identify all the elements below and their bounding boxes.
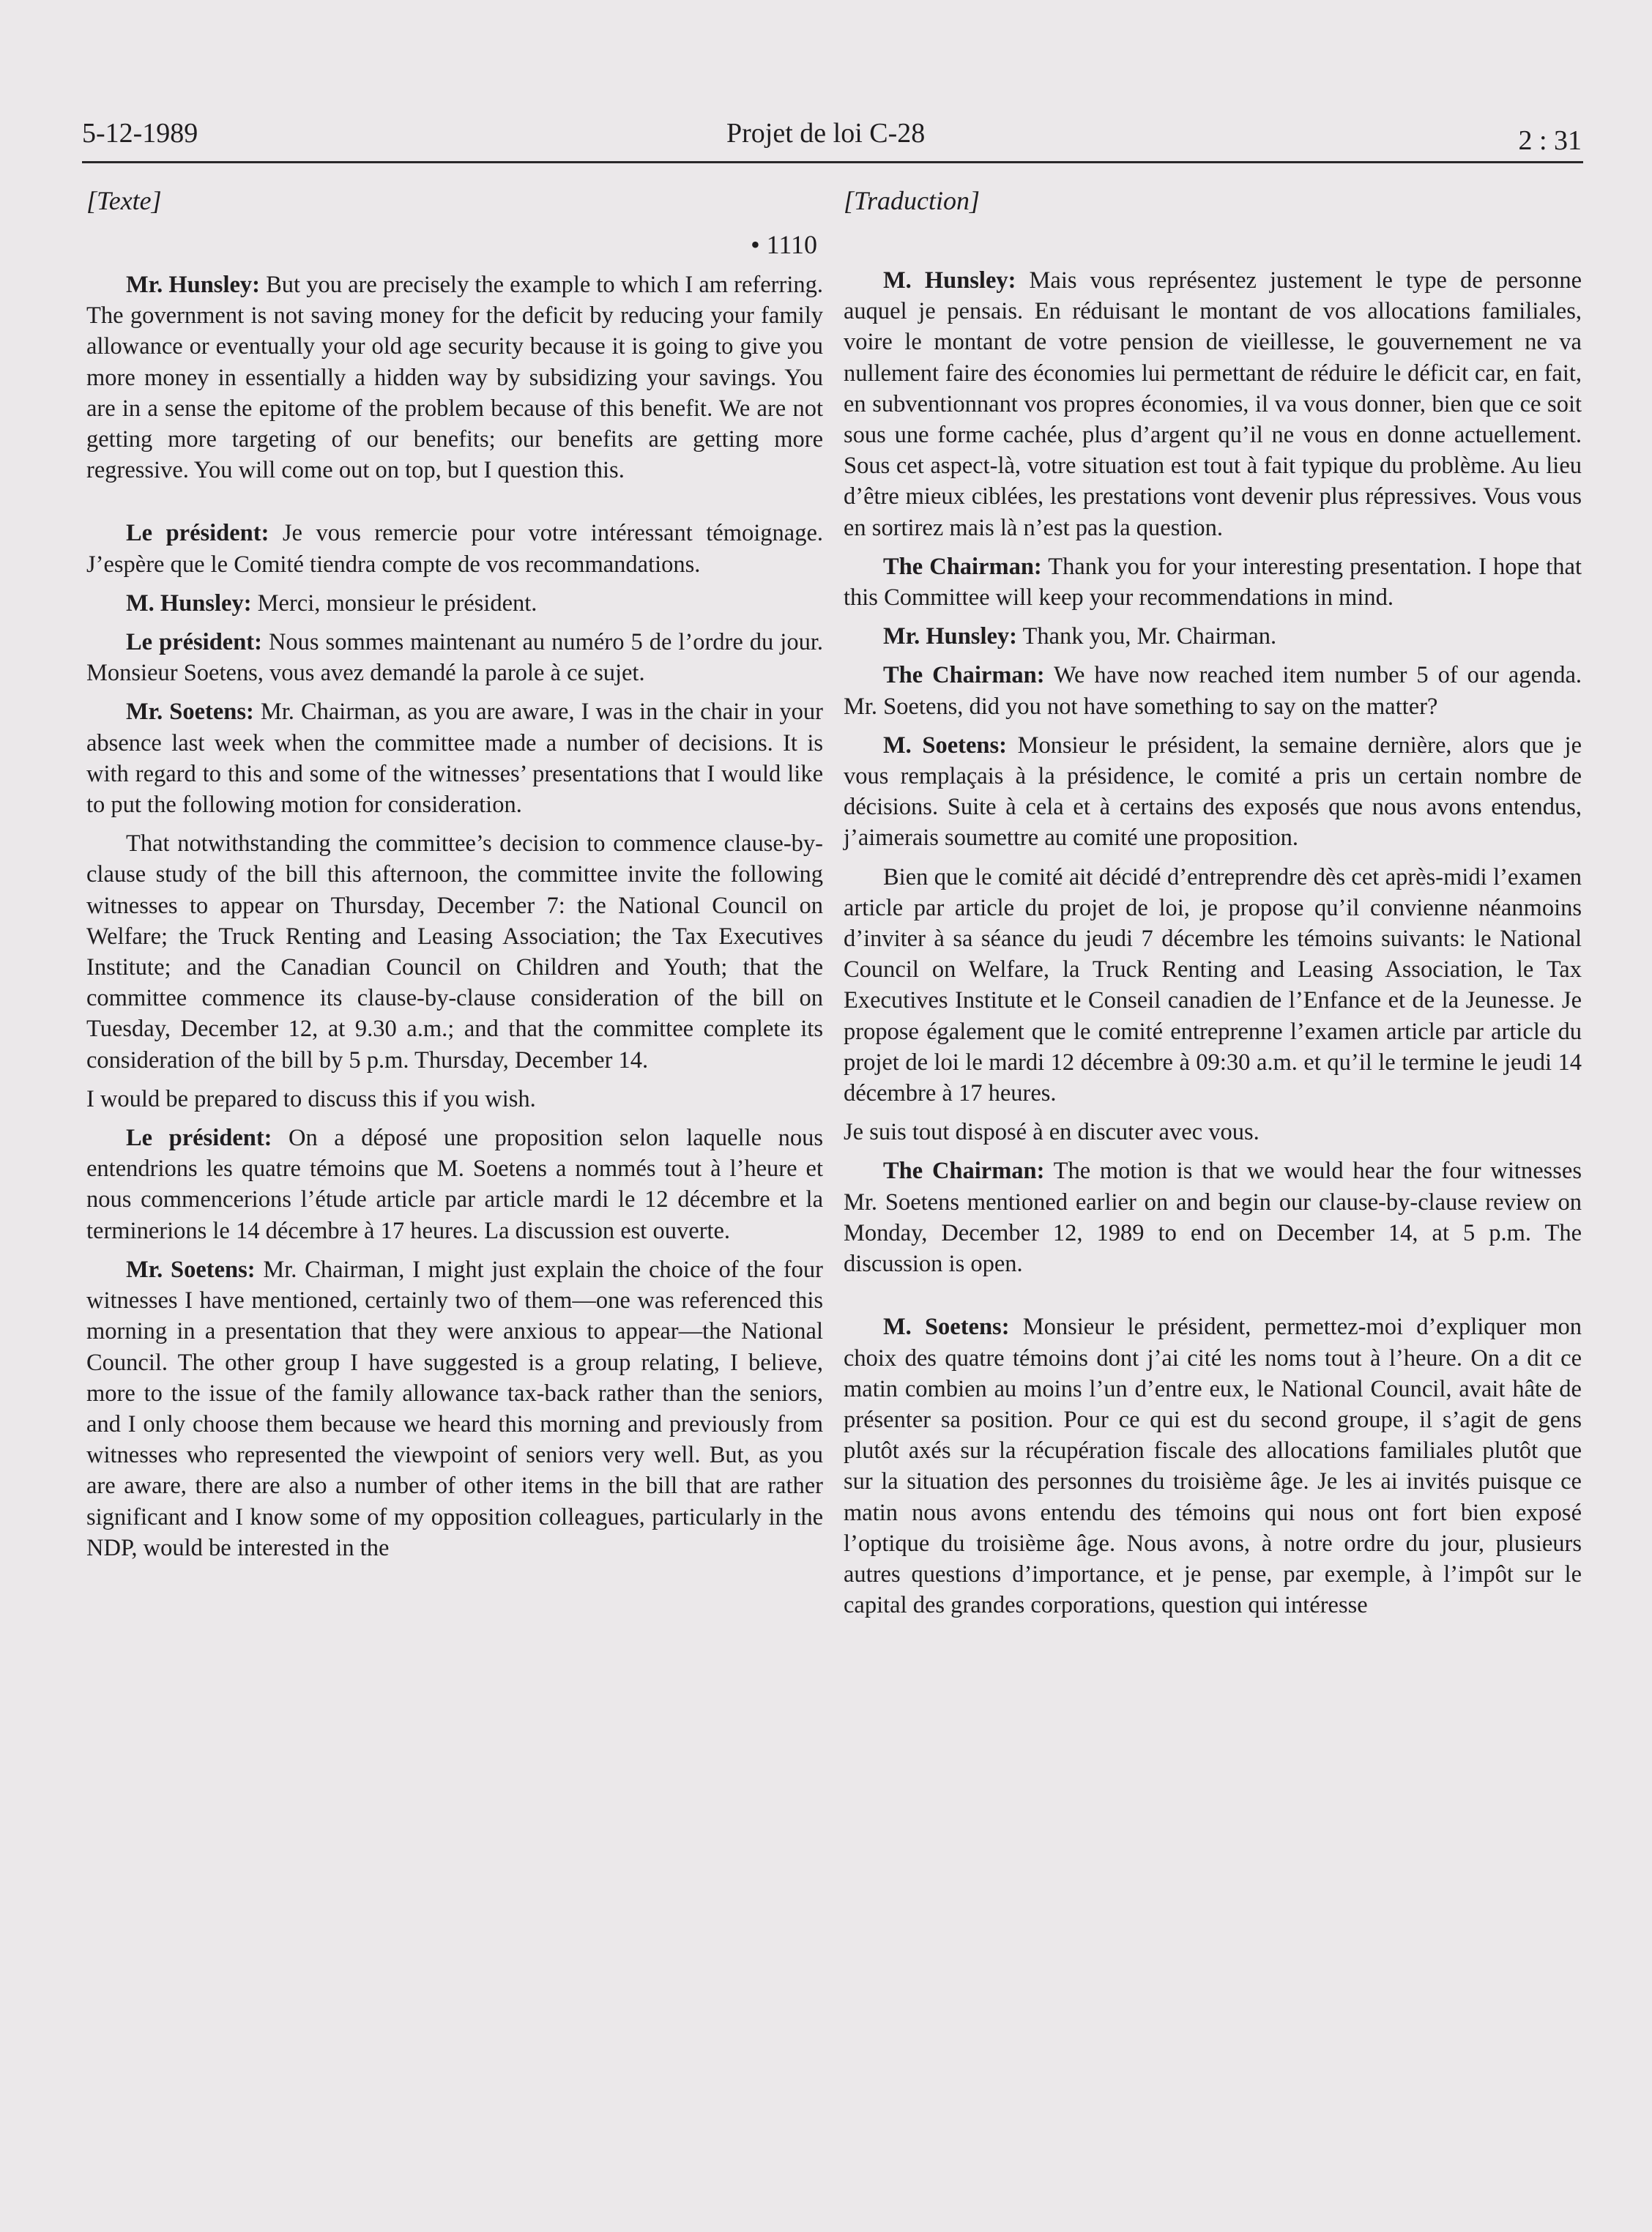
left-column: [86, 183, 823, 1563]
speaker-name: Mr. Soetens:: [126, 699, 254, 726]
page-header: [82, 117, 1582, 161]
speaker-name: Mr. Soetens:: [126, 1256, 256, 1283]
speaker-name: M. Hunsley:: [883, 267, 1016, 294]
paragraph-text: I would be prepared to discuss this if you wish.: [86, 1085, 536, 1112]
paragraph: [844, 621, 1582, 652]
paragraph-text: On a déposé une proposition selon laquelle nous entendrions les quatre témoins que M. Soetens a nommés tout à l’heure et nous commencerions l’étude article par article mardi le 12 décembre et la terminerions le 14 décembre à 17 heures. La discussion est ouverte.: [86, 1125, 823, 1244]
header-title: Projet de loi C-28: [726, 118, 926, 149]
speaker-name: Le président:: [126, 1125, 272, 1152]
speaker-name: Mr. Hunsley:: [883, 623, 1017, 650]
paragraph: [844, 730, 1582, 854]
paragraph-text: Je suis tout disposé à en discuter avec vous.: [844, 1119, 1260, 1146]
motion-text: [86, 828, 823, 1076]
paragraph: [844, 1117, 1582, 1147]
paragraph-text: The motion is that we would hear the four witnesses Mr. Soetens mentioned earlier on and begin our clause-by-clause review on Monday, December 12, 1989 to end on December 14, at 5 p.m. The discussion is open.: [844, 1158, 1582, 1278]
paragraph: [86, 588, 823, 619]
speaker-name: M. Hunsley:: [126, 589, 252, 617]
speaker-name: M. Soetens:: [883, 732, 1007, 759]
paragraph: [86, 627, 823, 688]
paragraph: [86, 1254, 823, 1563]
language-label: [Traduction]: [844, 186, 981, 215]
paragraph-text: Mr. Chairman, I might just explain the choice of the four witnesses I have mentioned, certainly two of them—one was referenced this morning in a presentation that they were anxious to appear—the National Council. The other group I have suggested is a group relating, I believe, more to the issue of the family allowance tax-back rather than the seniors, and I only choose them because we heard this morning and previously from witnesses who represented the viewpoint of seniors very well. But, as you are aware, there are also a number of other items in the bill that are rather significant and I know some of my opposition colleagues, particularly in the NDP, would be interested in the: [86, 1256, 824, 1561]
paragraph-text: Thank you for your interesting presentation. I hope that this Committee will keep your recommendations in mind.: [844, 553, 1582, 611]
header-date: 5-12-1989: [82, 118, 198, 149]
paragraph-text: Monsieur le président, la semaine dernière, alors que je vous remplaçais à la présidence, le comité a pris un certain nombre de décisions. Suite à cela et à certains des exposés que nous avons entendus, j’aimerais soumettre au comité une proposition.: [844, 732, 1582, 852]
paragraph: [844, 265, 1582, 543]
paragraph-text: We have now reached item number 5 of our agenda. Mr. Soetens, did you not have something to say on the matter?: [844, 662, 1582, 720]
speaker-name: Mr. Hunsley:: [126, 272, 260, 298]
speaker-name: Le président:: [126, 629, 262, 656]
motion-text: [844, 862, 1582, 1109]
paragraph-text: That notwithstanding the committee’s decision to commence clause-by-clause study of the bill this afternoon, the committee invite the following witnesses to appear on Thursday, December 7: the National Council on Welfare; the Truck Renting and Leasing Association; the Tax Executives Institute; and the Canadian Council on Children and Youth; that the committee commence its clause-by-clause consideration of the bill on Tuesday, December 12, at 9.30 a.m.; and that the committee complete its consideration of the bill by 5 p.m. Thursday, December 14.: [86, 830, 823, 1074]
header-rule: [82, 161, 1583, 163]
paragraph: [86, 696, 823, 820]
paragraph: [86, 518, 823, 579]
paragraph: [86, 1123, 823, 1246]
paragraph: [844, 551, 1582, 613]
right-column: [844, 183, 1582, 1621]
paragraph-text: Je vous remercie pour votre intéressant témoignage. J’espère que le Comité tiendra compte de vos recommandations.: [86, 520, 823, 578]
paragraph: [86, 1084, 823, 1115]
paragraph: [86, 269, 823, 486]
speaker-name: The Chairman:: [883, 662, 1045, 689]
paragraph-text: Nous sommes maintenant au numéro 5 de l’ordre du jour. Monsieur Soetens, vous avez demandé la parole à ce sujet.: [86, 629, 823, 687]
header-page-number: 2 : 31: [1518, 125, 1582, 156]
paragraph: [844, 660, 1582, 721]
paragraph-text: Mr. Chairman, as you are aware, I was in the chair in your absence last week when the committee made a number of decisions. It is with regard to this and some of the witnesses’ presentations that I would like to put the following motion for consideration.: [86, 699, 823, 819]
speaker-name: Le président:: [126, 520, 269, 547]
speaker-name: The Chairman:: [883, 553, 1042, 580]
paragraph: [844, 1312, 1582, 1621]
paragraph-text: Thank you, Mr. Chairman.: [1016, 623, 1277, 650]
paragraph: [844, 1156, 1582, 1279]
paragraph-text: Bien que le comité ait décidé d’entreprendre dès cet après-midi l’examen article par article du projet de loi, je propose qu’il convienne néanmoins d’inviter à sa séance du jeudi 7 décembre les témoins suivants: le National Council on Welfare, la Truck Renting and Leasing Association, le Tax Executives Institute et le Conseil canadien de l’Enfance et de la Jeunesse. Je propose également que le comité entreprenne l’examen article par article du projet de loi le mardi 12 décembre à 09:30 a.m. et qu’il le termine le jeudi 14 décembre à 17 heures.: [844, 863, 1582, 1107]
paragraph-text: Monsieur le président, permettez-moi d’expliquer mon choix des quatre témoins dont j’ai cité les noms tout à l’heure. On a dit ce matin combien au moins l’un d’entre eux, le National Council, avait hâte de présenter sa position. Pour ce qui est du second groupe, il s’agit de gens plutôt axés sur la récupération fiscale des allocations familiales plutôt que sur la situation des personnes du troisième âge. Je les ai invités puisque ce matin nous avons entendu des témoins qui nous ont fort bien exposé l’optique du troisième âge. Nous avons, à notre ordre du jour, plusieurs autres questions d’importance, et je pense, par exemple, à l’impôt sur le capital des grandes corporations, question qui intéresse: [844, 1314, 1582, 1619]
language-label: [Texte]: [86, 186, 162, 215]
paragraph-text: Merci, monsieur le président.: [251, 589, 537, 617]
speaker-name: M. Soetens:: [883, 1314, 1010, 1341]
speaker-name: The Chairman:: [883, 1158, 1045, 1185]
paragraph-text: Mais vous représentez justement le type de personne auquel je pensais. En réduisant le montant de vos allocations familiales, voire le montant de votre pension de vieillesse, le gouvernement ne va nullement faire des économies lui permettant de réduire le déficit car, en fait, en subventionnant vos propres économies, il va vous donner, bien que ce soit sous une forme cachée, plus d’argent qu’il ne vous en donne actuellement. Sous cet aspect-là, votre situation est tout à fait typique du problème. Au lieu d’être mieux ciblées, les prestations vont devenir plus répressives. Vous vous en sortirez mais là n’est pas la question.: [844, 267, 1582, 541]
paragraph-text: But you are precisely the example to which I am referring. The government is not saving money for the deficit by reducing your family allowance or eventually your old age security because it is going to give you more money in essentially a hidden way by subsidizing your savings. You are in a sense the epitome of the problem because of this benefit. We are not getting more targeting of our benefits; our benefits are getting more regressive. You will come out on top, but I question this.: [86, 272, 823, 484]
time-marker: • 1110: [751, 230, 817, 259]
